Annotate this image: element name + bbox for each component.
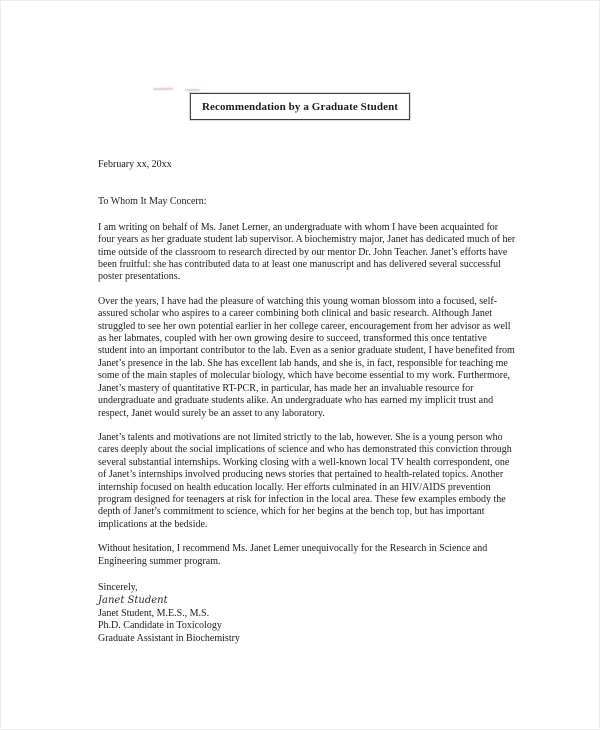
letter-date: February xx, 20xx	[98, 159, 172, 170]
signer-name: Janet Student, M.E.S., M.S.	[98, 607, 210, 619]
paragraph-lab-experience: Over the years, I have had the pleasure of watching this young woman blossom into a focused, self-assured scholar who aspires to a career combining both clinical and basic research. Although Janet struggled to see her own potential earlier in her college career, encouragement from her advisor as well as her labmates, coupled with her own growing desire to succeed, transformed this once tentative student into an important contributor to the lab. Even as a senior graduate student, I have benefited from Janet’s presence in the lab. She has excellent lab hands, and she is, in fact, responsible for teaching me some of the main staples of molecular biology, which have become essential to my work. Furthermore, Janet’s mastery of quantitative RT-PCR, in particular, has made her an invaluable resource for undergraduate and graduate students alike. An undergraduate who has earned my implicit trust and respect, Janet would surely be an asset to any laboratory.	[98, 295, 515, 419]
document-title-box	[190, 93, 410, 120]
paragraph-internships: Janet’s talents and motivations are not limited strictly to the lab, however. She is a young person who cares deeply about the social implications of science and who has demonstrated this conviction through several substantial internships. Working closing with a well-known local TV health correspondent, one of Janet’s internships involved producing news stories that pertained to health-related topics. Another internship focused on health education locally. Her efforts culminated in an HIV/AIDS prevention program designed for teenagers at risk for infection in the local area. These few examples embody the depth of Janet’s commitment to science, which for her begins at the bench top, but has important implications at the bedside.	[98, 431, 512, 530]
handwritten-signature: Janet Student	[98, 594, 168, 606]
closing-block	[98, 582, 516, 646]
paragraph-recommendation: Without hesitation, I recommend Ms. Janet Lemer unequivocally for the Research in Science and Engineering summer program.	[98, 543, 488, 567]
signer-role: Graduate Assistant in Biochemistry	[98, 633, 240, 645]
scan-artifact	[153, 88, 173, 90]
paragraph-introduction: I am writing on behalf of Ms. Janet Lerner, an undergraduate with whom I have been acquainted for four years as her graduate student lab supervisor. A biochemistry major, Janet has dedicated much of her time outside of the classroom to research directed by our mentor Dr. John Teacher. Janet’s efforts have been fruitful: she has contributed data to at least one manuscript and has delivered several successful poster presentations.	[98, 221, 516, 283]
document-title: Recommendation by a Graduate Student	[201, 101, 399, 113]
signer-credential: Ph.D. Candidate in Toxicology	[98, 620, 222, 632]
salutation: To Whom It May Concern:	[98, 196, 207, 208]
letter-body	[98, 159, 516, 646]
scan-artifact	[185, 89, 200, 91]
valediction: Sincerely,	[98, 581, 138, 593]
